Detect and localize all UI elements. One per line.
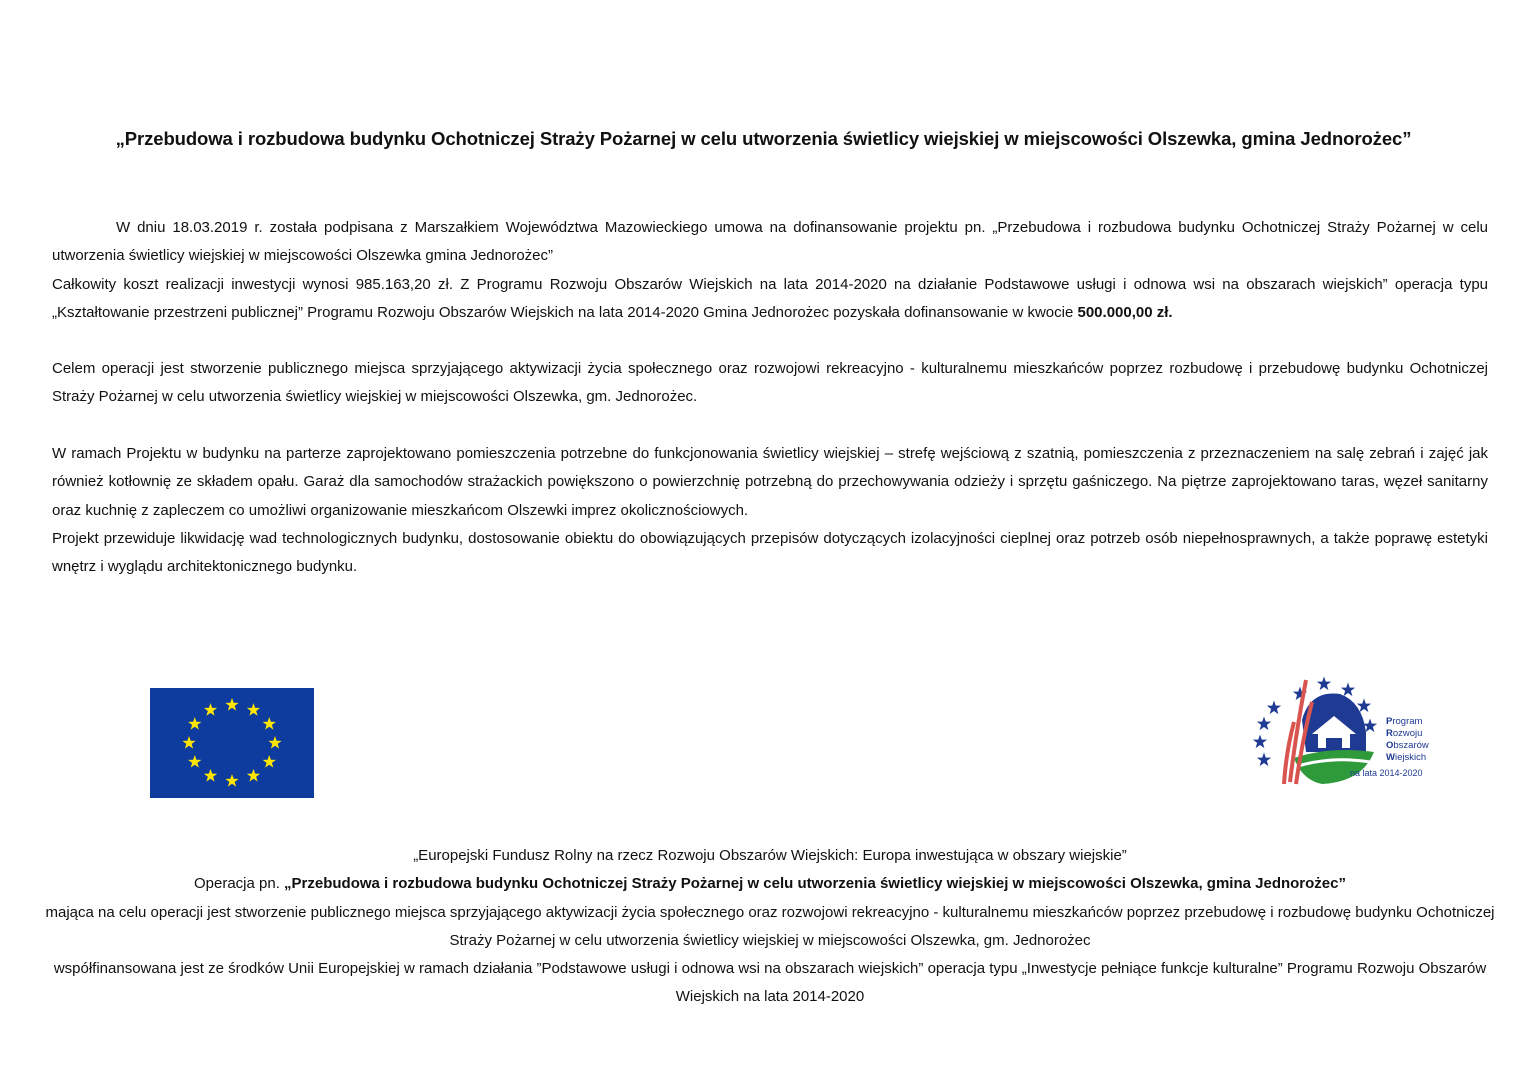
- prow-text-o: O: [1386, 740, 1394, 751]
- svg-text:Program: [1386, 716, 1423, 727]
- prow-text-w: W: [1386, 752, 1395, 763]
- scope-paragraph: W ramach Projektu w budynku na parterze zaprojektowano pomieszczenia potrzebne do funkcjonowania świetlicy wiejskiej – strefę wejściową z szatnią, pomieszczenia z przeznaczeniem na salę zebrań i zajęć jak również kotłownię ze składem opału. Garaż dla samochodów strażackich powiększono o powierzchnię potrzebną do przechowywania odzieży i sprzętu gaśniczego. Na piętrze zaprojektowano taras, węzeł sanitarny oraz kuchnię z zapleczem co umożliwi organizowanie mieszkańcom Olszewki imprez okolicznościowych.: [52, 445, 1488, 519]
- cost-text: Całkowity koszt realizacji inwestycji wynosi 985.163,20 zł. Z Programu Rozwoju Obszarów Wiejskich na lata 2014-2020 na działanie Podstawowe usługi i odnowa wsi na obszarach wiejskich” operacja typu „Kształtowanie przestrzeni publicznej” Programu Rozwoju Obszarów Wiejskich na lata 2014-2020 Gmina Jednorożec pozyskała dofinansowanie w kwocie: [52, 275, 1488, 321]
- footer-notice: [40, 842, 1500, 1012]
- contract-paragraph: W dniu 18.03.2019 r. została podpisana z Marszałkiem Województwa Mazowieckiego umowa na dofinansowanie projektu pn. „Przebudowa i rozbudowa budynku Ochotniczej Straży Pożarnej w celu utworzenia świetlicy wiejskiej w miejscowości Olszewka gmina Jednorożec”: [52, 219, 1488, 265]
- contract-section: [52, 214, 1488, 327]
- prow-star-icon: [1257, 717, 1271, 731]
- page-title: „Przebudowa i rozbudowa budynku Ochotniczej Straży Pożarnej w celu utworzenia świetlicy wiejskiej w miejscowości Olszewka, gmina Jednorożec”: [115, 128, 1412, 149]
- goal-paragraph: Celem operacji jest stworzenie publicznego miejsca sprzyjającego aktywizacji życia społecznego oraz rozwojowi rekreacyjno - kulturalnemu mieszkańców poprzez rozbudowę i przebudowę budynku Ochotniczej Straży Pożarnej w celu utworzenia świetlicy wiejskiej w miejscowości Olszewka, gm. Jednorożec.: [52, 360, 1488, 406]
- footer-operation-prefix: Operacja pn.: [193, 875, 285, 893]
- prow-star-icon: [1317, 677, 1331, 691]
- prow-text-wiejskich: iejskich: [1394, 752, 1427, 763]
- goal-section: [52, 355, 1488, 412]
- scope-section: [52, 440, 1488, 581]
- eu-flag-icon: [150, 688, 314, 798]
- prow-star-icon: [1341, 683, 1355, 697]
- prow-text-r: R: [1386, 728, 1393, 739]
- svg-text:Obszarów: [1386, 740, 1429, 751]
- prow-text-program: rogram: [1392, 716, 1423, 727]
- cost-paragraph: [52, 271, 1488, 328]
- prow-logo: [1250, 672, 1440, 790]
- svg-text:Wiejskich: [1386, 752, 1426, 763]
- funding-amount: 500.000,00 zł.: [1077, 303, 1173, 321]
- svg-text:Rozwoju: [1386, 728, 1422, 739]
- prow-text-rozwoju: ozwoju: [1392, 728, 1423, 739]
- footer-cofinancing-line: współfinansowana jest ze środków Unii Europejskiej w ramach działania ”Podstawowe usługi i odnowa wsi na obszarach wiejskich” operacja typu „Inwestycje pełniące funkcje kulturalne” Programu Rozwoju Obszarów Wiejskich na lata 2014-2020: [53, 960, 1487, 1006]
- footer-operation-title: „Przebudowa i rozbudowa budynku Ochotniczej Straży Pożarnej w celu utworzenia świetlicy wiejskiej w miejscowości Olszewka, gmina Jednorożec”: [284, 875, 1346, 893]
- footer-goal-line: mająca na celu operacji jest stworzenie publicznego miejsca sprzyjającego aktywizacji życia społecznego oraz rozwojowi rekreacyjno - kulturalnemu mieszkańców poprzez przebudowę i rozbudowę budynku Ochotniczej Straży Pożarnej w celu utworzenia świetlicy wiejskiej w miejscowości Olszewka, gm. Jednorożec: [45, 903, 1495, 949]
- prow-star-icon: [1257, 753, 1271, 767]
- prow-text-p: P: [1386, 716, 1393, 727]
- improvements-paragraph: Projekt przewiduje likwidację wad technologicznych budynku, dostosowanie obiektu do obowiązujących przepisów dotyczących izolacyjności cieplnej oraz potrzeb osób niepełnosprawnych, a także poprawę estetyki wnętrz i wyglądu architektonicznego budynku.: [52, 529, 1488, 576]
- prow-text-obszarow: bszarów: [1393, 740, 1429, 751]
- footer-operation-line: [40, 870, 1500, 898]
- prow-text-years: na lata 2014-2020: [1350, 768, 1423, 778]
- footer-fund-line: „Europejski Fundusz Rolny na rzecz Rozwoju Obszarów Wiejskich: Europa inwestująca w obszary wiejskie”: [413, 847, 1127, 864]
- prow-star-icon: [1267, 701, 1281, 715]
- prow-star-icon: [1253, 735, 1267, 749]
- prow-field-icon: [1294, 750, 1374, 784]
